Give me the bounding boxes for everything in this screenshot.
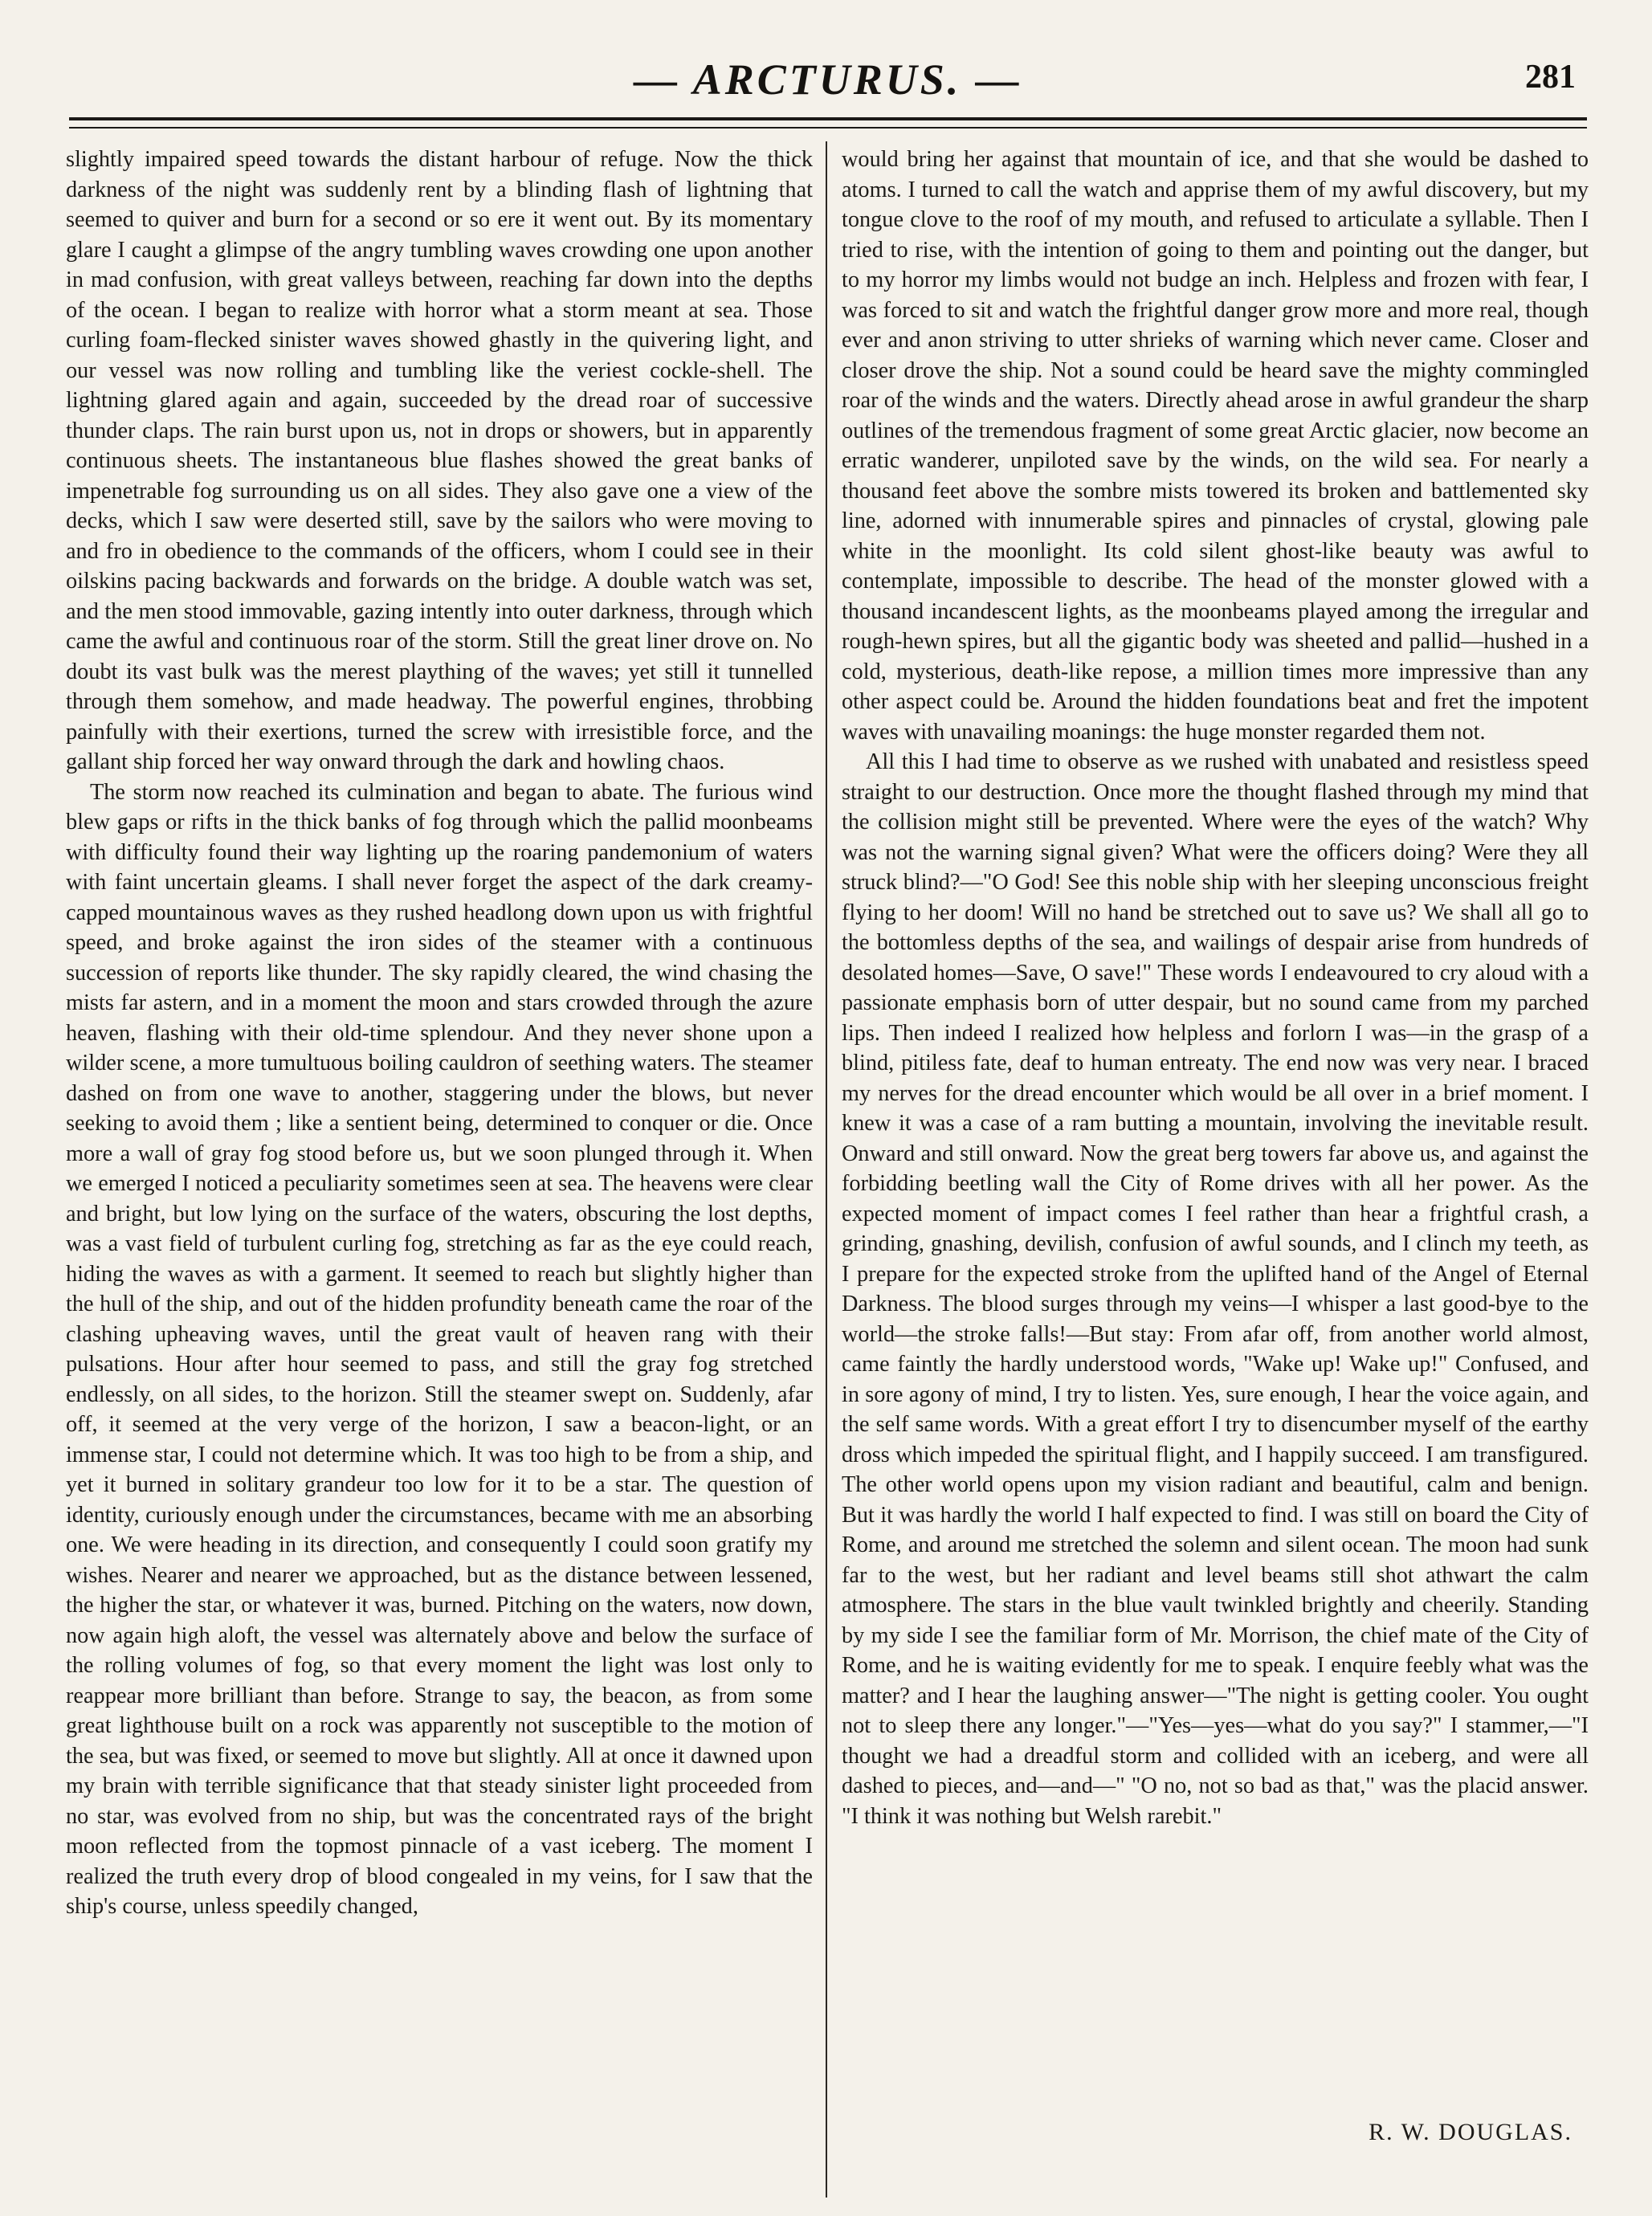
author-signature: R. W. DOUGLAS. [1369, 2119, 1572, 2145]
header-rule-thin [69, 127, 1587, 129]
left-paragraph-1: slightly impaired speed towards the distant harbour of refuge. Now the thick darkness of the night was suddenly rent by a blinding flash of lightning that seemed to quiver and burn for a second or so ere it went out. By its momentary glare I caught a glimpse of the angry tumbling waves crowding one upon another in mad confusion, with great valleys between, reaching far down into the depths of the ocean. I began to realize with horror what a storm meant at sea. Those curling foam-flecked sinister waves showed ghastly in the quivering light, and our vessel was now rolling and tumbling like the veriest cockle-shell. The lightning glared again and again, succeeded by the dread roar of successive thunder claps. The rain burst upon us, not in drops or showers, but in apparently continuous sheets. The instantaneous blue flashes showed the great banks of impenetrable fog surrounding us on all sides. They also gave one a view of the decks, which I saw were deserted still, save by the sailors who were moving to and fro in obedience to the commands of the officers, whom I could see in their oilskins pacing backwards and forwards on the bridge. A double watch was set, and the men stood immovable, gazing intently into outer darkness, through which came the awful and continuous roar of the storm. Still the great liner drove on. No doubt its vast bulk was the merest plaything of the waves; yet still it tunnelled through them somehow, and made headway. The powerful engines, throbbing painfully with their exertions, turned the screw with irresistible force, and the gallant ship forced her way onward through the dark and howling chaos. [66, 147, 813, 774]
right-paragraph-2: All this I had time to observe as we rushed with unabated and resistless speed straight to our destruction. Once more the thought flashed through my mind that the collision might still be prevented. Where were the eyes of the watch? Why was not the warning signal given? What were the officers doing? Were they all struck blind?—"O God! See this noble ship with her sleeping unconscious freight flying to her doom! Will no hand be stretched out to save us? We shall all go to the bottomless depths of the sea, and wailings of despair arise from hundreds of desolated homes—Save, O save!" These words I endeavoured to cry aloud with a passionate emphasis born of utter despair, but no sound came from my parched lips. Then indeed I realized how helpless and forlorn I was—in the grasp of a blind, pitiless fate, deaf to human entreaty. The end now was very near. I braced my nerves for the dread encounter which would be all over in a brief moment. I knew it was a case of a ram butting a mountain, involving the inevitable result. Onward and still onward. Now the great berg towers far above us, and against the forbidding beetling wall the City of Rome drives with all her power. As the expected moment of impact comes I feel rather than hear a frightful crash, a grinding, gnashing, devilish, confusion of awful sounds, and I clinch my teeth, as I prepare for the expected stroke from the uplifted hand of the Angel of Eternal Darkness. The blood surges through my veins—I whisper a last good-bye to the world—the stroke falls!—But stay: From afar off, from another world almost, came faintly the hardly understood words, "Wake up! Wake up!" Confused, and in sore agony of mind, I try to listen. Yes, sure enough, I hear the voice again, and the self same words. With a great effort I try to disencumber myself of the earthy dross which impeded the spiritual flight, and I happily succeed. I am transfigured. The other world opens upon my vision radiant and beautiful, calm and benign. But it was hardly the world I half expected to find. I was still on board the City of Rome, and around me stretched the solemn and silent ocean. The moon had sunk far to the west, but her radiant and level beams still shot athwart the calm atmosphere. The stars in the blue vault twinkled brightly and cheerily. Standing by my side I see the familiar form of Mr. Morrison, the chief mate of the City of Rome, and he is waiting evidently for me to speak. I enquire feebly what was the matter? and I hear the laughing answer—"The night is getting cooler. You ought not to sleep there any longer."—"Yes—yes—what do you say?" I stammer,—"I thought we had a dreadful storm and collided with an iceberg, and were all dashed to pieces, and—and—" "O no, not so bad as that," was the placid answer. "I think it was nothing but Welsh rarebit." [842, 749, 1589, 1829]
page-header [69, 43, 1587, 120]
right-paragraph-1: would bring her against that mountain of ice, and that she would be dashed to atoms. I turned to call the watch and apprise them of my awful discovery, but my tongue clove to the roof of my mouth, and refused to articulate a syllable. Then I tried to rise, with the intention of going to them and pointing out the danger, but to my horror my limbs would not budge an inch. Helpless and frozen with fear, I was forced to sit and watch the frightful danger grow more and more real, though ever and anon striving to utter shrieks of warning which never came. Closer and closer drove the ship. Not a sound could be heard save the mighty commingled roar of the winds and the waters. Directly ahead arose in awful grandeur the sharp outlines of the tremendous fragment of some great Arctic glacier, now become an erratic wanderer, unpiloted save by the winds, on the wild sea. For nearly a thousand feet above the sombre mists towered its broken and battlemented sky line, adorned with innumerable spires and pinnacles of crystal, glowing pale white in the moonlight. Its cold silent ghost-like beauty was awful to contemplate, impossible to describe. The head of the monster glowed with a thousand incandescent lights, as the moonbeams played among the irregular and rough-hewn spires, but all the gigantic body was sheeted and pallid—hushed in a cold, mysterious, death-like repose, a million times more impressive than any other aspect could be. Around the hidden foundations beat and fret the impotent waves with unavailing moanings: the huge monster regarded them not. [842, 147, 1589, 745]
header-rule-thick [69, 117, 1587, 120]
column-divider [826, 141, 827, 2198]
left-column [66, 145, 813, 2177]
right-column [842, 145, 1589, 2177]
left-paragraph-2: The storm now reached its culmination and began to abate. The furious wind blew gaps or rifts in the thick banks of fog through which the pallid moonbeams with difficulty found their way lighting up the roaring pandemonium of waters with faint uncertain gleams. I shall never forget the aspect of the dark creamy-capped mountainous waves as they rushed headlong down upon us with frightful speed, and broke against the iron sides of the steamer with a continuous succession of reports like thunder. The sky rapidly cleared, the wind chasing the mists far astern, and in a moment the moon and stars crowded through the azure heaven, flashing with their old-time splendour. And they never shone upon a wilder scene, a more tumultuous boiling cauldron of seething waters. The steamer dashed on from one wave to another, staggering under the blows, but never seeking to avoid them ; like a sentient being, determined to conquer or die. Once more a wall of gray fog stood before us, but we soon plunged through it. When we emerged I noticed a peculiarity sometimes seen at sea. The heavens were clear and bright, but low lying on the surface of the waters, obscuring the lost depths, was a vast field of turbulent curling fog, stretching as far as the eye could reach, hiding the waves as with a garment. It seemed to reach but slightly higher than the hull of the ship, and out of the hidden profundity beneath came the roar of the clashing upheaving waves, until the great vault of heaven rang with their pulsations. Hour after hour seemed to pass, and still the gray fog stretched endlessly, on all sides, to the horizon. Still the steamer swept on. Suddenly, afar off, it seemed at the very verge of the horizon, I saw a beacon-light, or an immense star, I could not determine which. It was too high to be from a ship, and yet it burned in solitary grandeur too low for it to be a star. The question of identity, curiously enough under the circumstances, became with me an absorbing one. We were heading in its direction, and consequently I could soon gratify my wishes. Nearer and nearer we approached, but as the distance between lessened, the higher the star, or whatever it was, burned. Pitching on the waters, now down, now again high aloft, the vessel was alternately above and below the surface of the rolling volumes of fog, so that every moment the light was lost only to reappear more brilliant than before. Strange to say, the beacon, as from some great lighthouse built on a rock was apparently not susceptible to the motion of the sea, but was fixed, or seemed to move but slightly. All at once it dawned upon my brain with terrible significance that that steady sinister light proceeded from no star, was evolved from no ship, but was the concentrated rays of the bright moon reflected from the topmost pinnacle of a vast iceberg. The moment I realized the truth every drop of blood congealed in my veins, for I saw that the ship's course, unless speedily changed, [66, 779, 813, 1919]
page-number: 281 [1525, 59, 1576, 96]
running-title: — ARCTURUS. — [634, 55, 1022, 104]
